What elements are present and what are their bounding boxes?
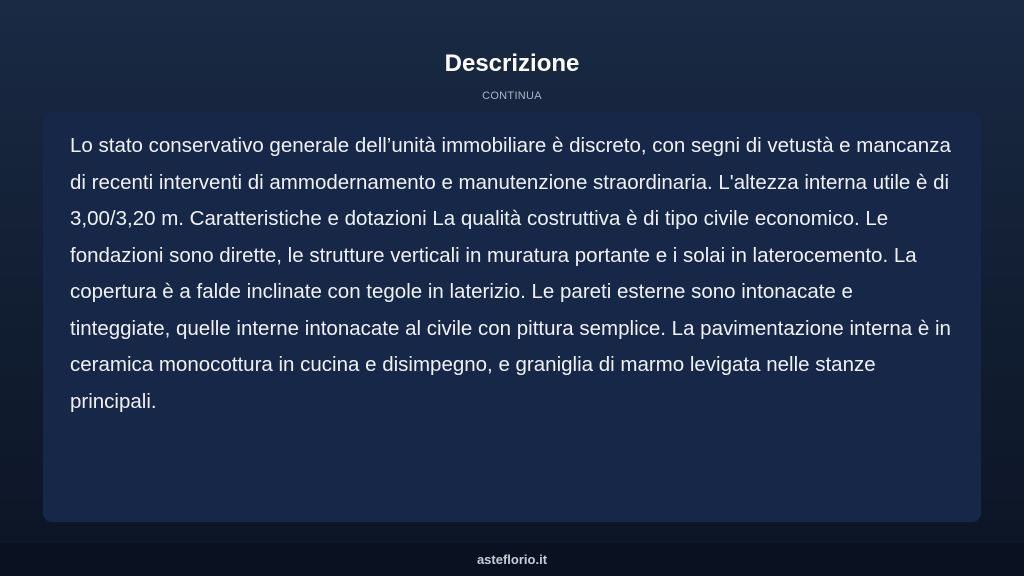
description-text: Lo stato conservativo generale dell’unità immobiliare è discreto, con segni di vetustà e mancanza di recenti interventi di ammodernamento e manutenzione straordinaria. L'altezza interna utile è di 3,00/3,20 m. Caratteristiche e dotazioni La qualità costruttiva è di tipo civile economico. Le fondazioni sono dirette, le strutture verticali in muratura portante e i solai in laterocemento. La copertura è a falde inclinate con tegole in laterizio. Le pareti esterne sono intonacate e tinteggiate, quelle interne intonacate al civile con pittura semplice. La pavimentazione interna è in ceramica monocottura in cucina e disimpegno, e graniglia di marmo levigata nelle stanze principali. xyxy=(70,134,951,413)
page-title: Descrizione xyxy=(444,50,580,77)
footer-bar xyxy=(0,543,1024,576)
page-subtitle: CONTINUA xyxy=(482,90,542,102)
description-panel xyxy=(43,112,981,522)
footer-site-label: asteflorio.it xyxy=(476,552,548,567)
